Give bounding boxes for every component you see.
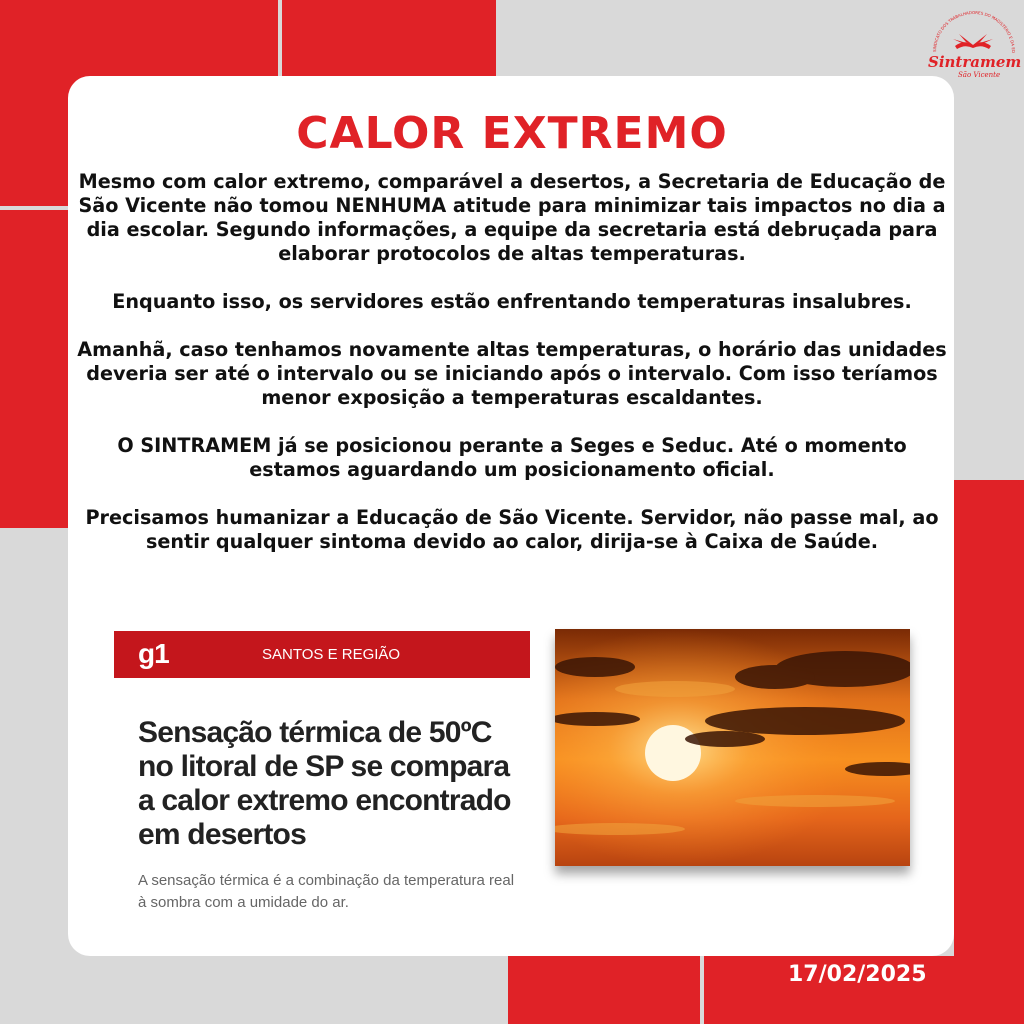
news-summary: A sensação térmica é a combinação da temperatura real à sombra com a umidade do ar. [138,872,515,911]
logo-subtitle: São Vicente [958,71,1001,79]
post-date: 17/02/2025 [788,962,927,987]
open-book-with-wings-icon [953,34,993,49]
news-headline: Sensação térmica de 50ºC no litoral de SP se compara a calor extremo encontrado em desertos [138,716,511,851]
logo-name: Sintramem [928,53,1022,71]
page-title: CALOR EXTREMO [296,108,728,159]
bg-block-bottom-center [508,956,700,1024]
news-section: SANTOS E REGIÃO [262,646,401,663]
body-text [70,170,954,578]
bg-block-left [0,210,68,528]
paragraph-servers: Enquanto isso, os servidores estão enfrentando temperaturas insalubres. [112,290,912,313]
sunset-clouds-image [555,629,910,866]
logo-tagline: SINDICATO DOS TRABALHADORES DO MAGISTÉRIO E DA ED [931,9,1017,54]
paragraph-position: O SINTRAMEM já se posicionou perante a Seges e Seduc. Até o momento estamos aguardando um posicionamento oficial. [117,434,907,481]
g1-logo: g1 [138,638,169,669]
bg-block-top-center [282,0,496,76]
paragraph-intro: Mesmo com calor extremo, comparável a desertos, a Secretaria de Educação de São Vicente não tomou NENHUMA atitude para minimizar tais impactos no dia a dia escolar. Segundo informações, a equipe da secretaria está debruçada para elaborar protocolos de altas temperaturas. [78,170,946,265]
news-header-bar [114,631,530,678]
paragraph-proposal: Amanhã, caso tenhamos novamente altas temperaturas, o horário das unidades deveria ser até o intervalo ou se iniciando após o intervalo. Com isso teríamos menor exposição a temperaturas escaldantes. [77,338,947,409]
paragraph-call: Precisamos humanizar a Educação de São Vicente. Servidor, não passe mal, ao sentir qualquer sintoma devido ao calor, dirija-se à Caixa de Saúde. [85,506,939,553]
bg-block-right [954,480,1024,1024]
